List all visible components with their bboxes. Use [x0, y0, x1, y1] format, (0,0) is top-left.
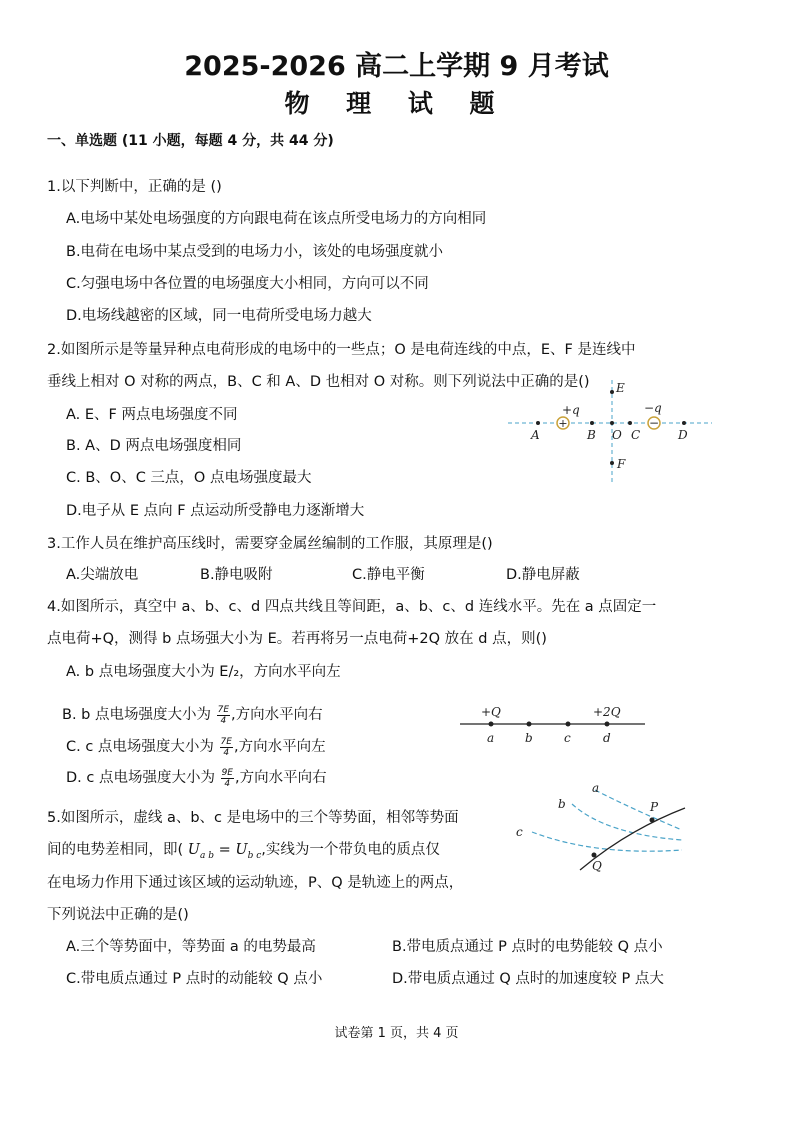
q5-stem-line3: 在电场力作用下通过该区域的运动轨迹，P、Q 是轨迹上的两点， — [47, 875, 464, 891]
q4-label-d: d — [603, 731, 611, 745]
q5-label-p: P — [650, 800, 659, 814]
q4-label-plus-q: +Q — [481, 705, 501, 719]
q5-u2: U — [235, 842, 248, 858]
q4-option-c-fraction — [220, 737, 233, 758]
q5-sub-ab: a b — [200, 850, 214, 861]
section-heading: 一、单选题 (11 小题，每题 4 分，共 44 分) — [47, 133, 334, 149]
q2-label-a: A — [531, 428, 540, 442]
q4-label-c: c — [564, 731, 571, 745]
q4-option-b-prefix: B. b 点电场强度大小为 — [62, 707, 211, 723]
q1-option-d: D.电场线越密的区域，同一电荷所受电场力越大 — [66, 308, 372, 324]
q4-label-plus-2q: +2Q — [593, 705, 621, 719]
q2-label-o: O — [612, 428, 622, 442]
q4-point-a — [489, 722, 494, 727]
q4-option-b-denominator: 4 — [220, 715, 227, 726]
q2-point-o — [610, 421, 614, 425]
q4-point-c — [566, 722, 571, 727]
q2-label-minus-q: −q — [644, 401, 662, 415]
q2-point-f — [610, 461, 614, 465]
q5-label-q: Q — [592, 859, 602, 873]
q2-option-d: D.电子从 E 点向 F 点运动所受静电力逐渐增大 — [66, 503, 365, 519]
q2-point-a — [536, 421, 540, 425]
q4-option-c-prefix: C. c 点电场强度大小为 — [66, 739, 214, 755]
q4-option-d — [66, 766, 327, 789]
q2-point-d — [682, 421, 686, 425]
q2-stem-line2: 垂线上相对 O 对称的两点，B、C 和 A、D 也相对 O 对称。则下列说法中正确的是() — [47, 374, 590, 390]
q5-option-b: B.带电质点通过 P 点时的电势能较 Q 点小 — [392, 939, 663, 955]
q4-option-d-numerator: 9E — [221, 767, 233, 778]
q4-option-d-prefix: D. c 点电场强度大小为 — [66, 770, 215, 786]
q2-negative-sign: − — [648, 416, 660, 430]
q4-option-a: A. b 点电场强度大小为 E/₂，方向水平向左 — [66, 664, 341, 680]
exam-subject: 物 理 试 题 — [284, 89, 509, 118]
q1-option-a: A.电场中某处电场强度的方向跟电荷在该点所受电场力的方向相同 — [66, 211, 487, 227]
q4-option-b-fraction — [217, 705, 230, 726]
q2-point-b — [590, 421, 594, 425]
q5-label-c: c — [516, 825, 523, 839]
q3-stem: 3.工作人员在维护高压线时，需要穿金属丝编制的工作服，其原理是() — [47, 536, 493, 552]
q5-option-c: C.带电质点通过 P 点时的动能较 Q 点小 — [66, 971, 323, 987]
q3-option-c: C.静电平衡 — [352, 567, 425, 583]
q3-option-a: A.尖端放电 — [66, 567, 139, 583]
q4-option-d-fraction — [221, 768, 234, 789]
q5-u-ab — [187, 842, 214, 861]
q5-equipotential-a — [595, 790, 682, 830]
q2-option-a: A. E、F 两点电场强度不同 — [66, 407, 238, 423]
q5-point-q — [592, 853, 597, 858]
q4-stem-line1: 4.如图所示，真空中 a、b、c、d 四点共线且等间距，a、b、c、d 连线水平。先在 a 点固定一 — [47, 599, 657, 615]
q1-option-c: C.匀强电场中各位置的电场强度大小相同，方向可以不同 — [66, 276, 429, 292]
q5-label-a: a — [592, 781, 600, 795]
q5-stem-line4: 下列说法中正确的是() — [47, 907, 189, 923]
q5-figure — [510, 778, 695, 878]
q2-point-e — [610, 390, 614, 394]
q5-option-a: A.三个等势面中，等势面 a 的电势最高 — [66, 939, 316, 955]
q5-u1: U — [187, 842, 200, 858]
q4-option-b-numerator: 7E — [217, 704, 230, 715]
q5-stem-line2-prefix: 间的电势差相同，即( — [47, 842, 184, 858]
q5-u-bc — [235, 842, 262, 861]
q4-option-c-suffix: ,方向水平向左 — [233, 739, 326, 755]
q4-option-c — [66, 735, 326, 758]
q2-label-b: B — [587, 428, 596, 442]
q5-sub-bc: b c — [247, 850, 262, 861]
q4-figure — [455, 700, 650, 750]
q2-label-d: D — [678, 428, 688, 442]
q4-stem-line2: 点电荷+Q，测得 b 点场强大小为 E。若再将另一点电荷+2Q 放在 d 点，则() — [47, 631, 547, 647]
q4-option-d-denominator: 4 — [224, 778, 231, 789]
q5-stem-line1: 5.如图所示，虚线 a、b、c 是电场中的三个等势面，相邻等势面 — [47, 810, 459, 826]
q2-positive-sign: + — [558, 417, 568, 430]
q2-label-f: F — [617, 457, 626, 471]
q5-label-b: b — [558, 797, 566, 811]
q3-option-d: D.静电屏蔽 — [506, 567, 580, 583]
q2-figure — [500, 372, 720, 487]
q4-label-a: a — [487, 731, 495, 745]
q5-stem-line2 — [47, 838, 440, 861]
q4-option-b-suffix: ,方向水平向右 — [231, 707, 323, 723]
q4-option-c-denominator: 4 — [223, 747, 230, 758]
q5-equipotential-b — [572, 804, 682, 840]
q2-point-c — [628, 421, 632, 425]
q5-equals: = — [218, 842, 231, 858]
q2-stem-line1: 2.如图所示是等量异种点电荷形成的电场中的一些点；O 是电荷连线的中点，E、F 是连线中 — [47, 342, 636, 358]
q3-option-b: B.静电吸附 — [200, 567, 273, 583]
q2-option-b: B. A、D 两点电场强度相同 — [66, 438, 242, 454]
q4-point-d — [605, 722, 610, 727]
q1-stem: 1.以下判断中，正确的是 () — [47, 179, 222, 195]
q4-point-b — [527, 722, 532, 727]
q5-stem-line2-suffix: ,实线为一个带负电的质点仅 — [261, 842, 440, 858]
q2-label-c: C — [631, 428, 641, 442]
q4-option-d-suffix: ,方向水平向右 — [235, 770, 327, 786]
q4-option-b — [62, 703, 323, 726]
q5-equipotential-c — [532, 832, 682, 851]
q4-option-c-numerator: 7E — [220, 736, 232, 747]
q2-label-e: E — [616, 381, 625, 395]
q2-label-plus-q: +q — [562, 403, 580, 417]
page-footer: 试卷第 1 页，共 4 页 — [334, 1026, 459, 1041]
q4-label-b: b — [525, 731, 533, 745]
q2-option-c: C. B、O、C 三点，O 点电场强度最大 — [66, 470, 312, 486]
q5-point-p — [650, 818, 655, 823]
q1-option-b: B.电荷在电场中某点受到的电场力小，该处的电场强度就小 — [66, 244, 444, 260]
q5-option-d: D.带电质点通过 Q 点时的加速度较 P 点大 — [392, 971, 664, 987]
exam-title: 2025-2026 高二上学期 9 月考试 — [184, 51, 609, 82]
